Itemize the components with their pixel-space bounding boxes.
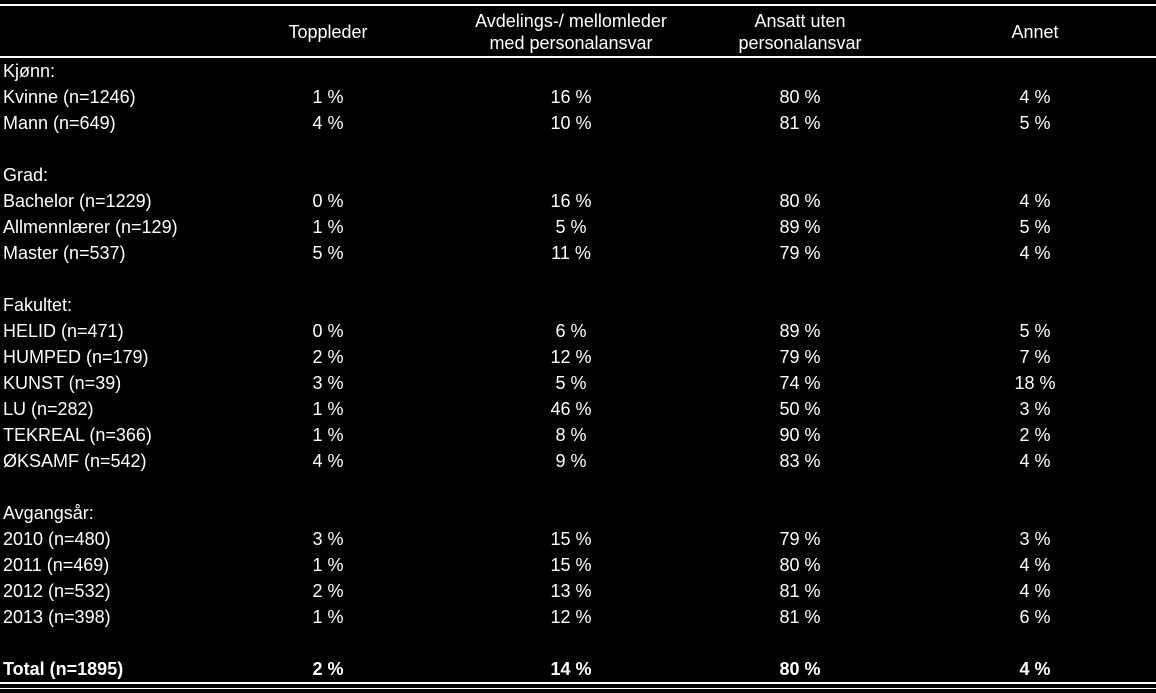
table-cell: 81 % <box>779 607 821 627</box>
table-cell: 1 % <box>312 555 344 575</box>
table-cell: 5 % <box>1019 113 1051 133</box>
table-cell: 5 % <box>1019 321 1051 341</box>
table-cell: 3 % <box>312 373 344 393</box>
row-label: Mann (n=649) <box>3 113 116 133</box>
table-cell: 80 % <box>779 555 821 575</box>
table-cell: 79 % <box>779 347 821 367</box>
table-cell: 14 % <box>550 659 592 679</box>
group-label: Kjønn: <box>3 61 56 81</box>
table-cell: 74 % <box>779 373 821 393</box>
table-cell: 5 % <box>1019 217 1051 237</box>
table-cell: 4 % <box>312 451 344 471</box>
table-cell: 10 % <box>550 113 592 133</box>
table-cell: 2 % <box>312 347 344 367</box>
table-cell: 4 % <box>1019 87 1051 107</box>
table-cell: 79 % <box>779 243 821 263</box>
group-label: Fakultet: <box>3 295 73 315</box>
row-label: Total (n=1895) <box>3 659 124 679</box>
table-cell: 79 % <box>779 529 821 549</box>
table-cell: 7 % <box>1019 347 1051 367</box>
row-label: LU (n=282) <box>3 399 94 419</box>
table-cell: 4 % <box>1019 659 1051 679</box>
table-cell: 0 % <box>312 321 344 341</box>
table-cell: 5 % <box>555 217 587 237</box>
table-cell: 8 % <box>555 425 587 445</box>
table-cell: 1 % <box>312 399 344 419</box>
row-label: 2010 (n=480) <box>3 529 111 549</box>
row-label: Allmennlærer (n=129) <box>3 217 178 237</box>
table-cell: 4 % <box>1019 555 1051 575</box>
table-cell: 81 % <box>779 581 821 601</box>
table-cell: 18 % <box>1014 373 1056 393</box>
table-cell: 80 % <box>779 87 821 107</box>
table-cell: 3 % <box>1019 529 1051 549</box>
table-cell: 6 % <box>1019 607 1051 627</box>
column-header-3: Ansatt uten personalansvar <box>738 11 862 53</box>
table-cell: 81 % <box>779 113 821 133</box>
row-label: Bachelor (n=1229) <box>3 191 152 211</box>
table-cell: 12 % <box>550 607 592 627</box>
table-cell: 89 % <box>779 321 821 341</box>
row-label: ØKSAMF (n=542) <box>3 451 147 471</box>
row-label: 2011 (n=469) <box>3 555 110 575</box>
column-header-4: Annet <box>1011 22 1059 42</box>
table-cell: 13 % <box>550 581 592 601</box>
row-label: HELID (n=471) <box>3 321 124 341</box>
table-cell: 4 % <box>1019 191 1051 211</box>
table-cell: 2 % <box>312 581 344 601</box>
table-cell: 11 % <box>551 243 591 263</box>
table-cell: 1 % <box>312 425 344 445</box>
table-bottom-rule <box>0 682 1156 684</box>
table-cell: 89 % <box>779 217 821 237</box>
row-label: Master (n=537) <box>3 243 126 263</box>
table-cell: 16 % <box>550 191 592 211</box>
group-label: Avgangsår: <box>3 503 94 523</box>
table-cell: 46 % <box>550 399 592 419</box>
table-cell: 5 % <box>312 243 344 263</box>
table-cell: 4 % <box>312 113 344 133</box>
table-cell: 5 % <box>555 373 587 393</box>
table-cell: 50 % <box>779 399 821 419</box>
column-header-2: Avdelings-/ mellomleder med personalansvar <box>475 11 667 53</box>
table-bottom-rule-2 <box>0 688 1156 689</box>
table-cell: 16 % <box>550 87 592 107</box>
row-label: TEKREAL (n=366) <box>3 425 152 445</box>
table-cell: 90 % <box>779 425 821 445</box>
row-label: KUNST (n=39) <box>3 373 122 393</box>
column-header-1: Toppleder <box>288 22 368 42</box>
table-cell: 4 % <box>1019 451 1051 471</box>
table-cell: 12 % <box>550 347 592 367</box>
table-cell: 0 % <box>312 191 344 211</box>
table-cell: 83 % <box>779 451 821 471</box>
table-top-rule <box>0 4 1156 6</box>
table-cell: 3 % <box>312 529 344 549</box>
table-cell: 15 % <box>550 555 592 575</box>
table-cell: 15 % <box>550 529 592 549</box>
row-label: 2012 (n=532) <box>3 581 111 601</box>
table-cell: 3 % <box>1019 399 1051 419</box>
table-cell: 1 % <box>312 217 344 237</box>
table-cell: 1 % <box>312 87 344 107</box>
table-cell: 80 % <box>779 659 821 679</box>
table-cell: 2 % <box>312 659 344 679</box>
group-label: Grad: <box>3 165 49 185</box>
table-cell: 1 % <box>312 607 344 627</box>
table-cell: 80 % <box>779 191 821 211</box>
table-cell: 6 % <box>555 321 587 341</box>
row-label: HUMPED (n=179) <box>3 347 149 367</box>
table-cell: 9 % <box>555 451 587 471</box>
table-cell: 4 % <box>1019 581 1051 601</box>
table-cell: 2 % <box>1019 425 1051 445</box>
header-rule <box>0 56 1156 58</box>
row-label: Kvinne (n=1246) <box>3 87 136 107</box>
row-label: 2013 (n=398) <box>3 607 111 627</box>
table-cell: 4 % <box>1019 243 1051 263</box>
